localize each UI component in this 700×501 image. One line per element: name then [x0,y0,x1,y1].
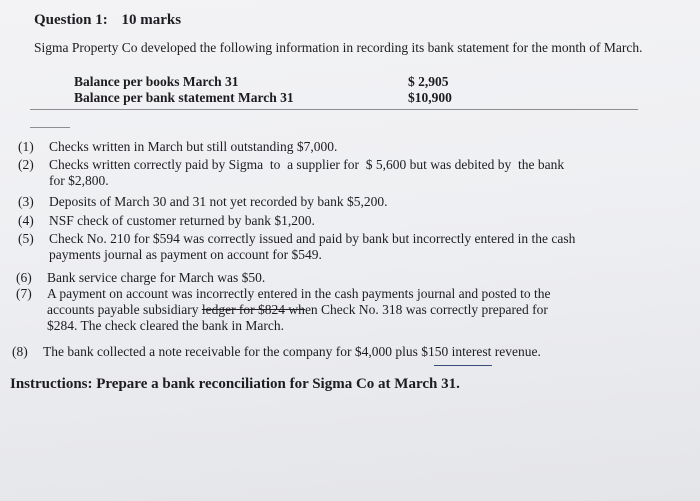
item-text-line-2 [47,302,548,318]
short-separator-line [30,127,70,128]
item-text: The bank collected a note receivable for the company for $4,000 plus $150 interest revenue. [43,344,541,359]
item-text-part: en Check No. 318 was correctly prepared for [304,302,548,317]
item-text: Checks written in March but still outstanding $7,000. [49,139,338,154]
list-item [18,139,678,155]
question-marks: 10 marks [121,12,182,28]
separator-line [30,109,638,110]
list-item [16,286,686,334]
list-item [12,344,682,360]
item-text: for $2,800. [49,173,109,188]
item-number: (7) [16,286,32,301]
balance-books-label: Balance per books March 31 [74,74,239,89]
question-label: Question 1: [34,12,108,28]
item-number: (5) [18,231,34,246]
item-text: A payment on account was incorrectly entered in the cash payments journal and posted to the [47,286,551,301]
item-text: Deposits of March 30 and 31 not yet recorded by bank $5,200. [49,194,388,209]
list-item [18,194,678,210]
instructions: Instructions: Prepare a bank reconciliation for Sigma Co at March 31. [10,376,460,392]
item-text: $284. The check cleared the bank in March. [47,318,285,333]
list-item [16,270,676,286]
item-text: Check No. 210 for $594 was correctly issued and paid by bank but incorrectly entered in the cash [49,231,576,246]
balance-books-value: $ 2,905 [408,74,449,89]
item-number: (6) [16,270,32,285]
item-text: Bank service charge for March was $50. [47,270,266,285]
balance-bank-label: Balance per bank statement March 31 [74,90,294,105]
list-item [18,213,678,229]
item-number: (2) [18,157,34,172]
item-text: Checks written correctly paid by Sigma to a supplier for $ 5,600 but was debited by the bank [49,157,565,172]
item-text: NSF check of customer returned by bank $1,200. [49,213,315,228]
item-number: (4) [18,213,34,228]
item-number: (3) [18,194,34,209]
item-text: payments journal as payment on account for $549. [49,247,322,262]
list-item [18,157,678,189]
item-number: (8) [12,344,28,359]
list-item [18,231,683,263]
balance-bank-value: $10,900 [408,90,452,105]
pen-underline-mark [434,365,492,366]
question-heading [34,12,181,29]
intro-paragraph: Sigma Property Co developed the following information in recording its bank statement for the month of March. [34,40,643,55]
struck-through-text: ledger for $824 wh [201,302,305,317]
item-text-part: accounts payable subsidiary [47,302,202,317]
item-number: (1) [18,139,34,154]
